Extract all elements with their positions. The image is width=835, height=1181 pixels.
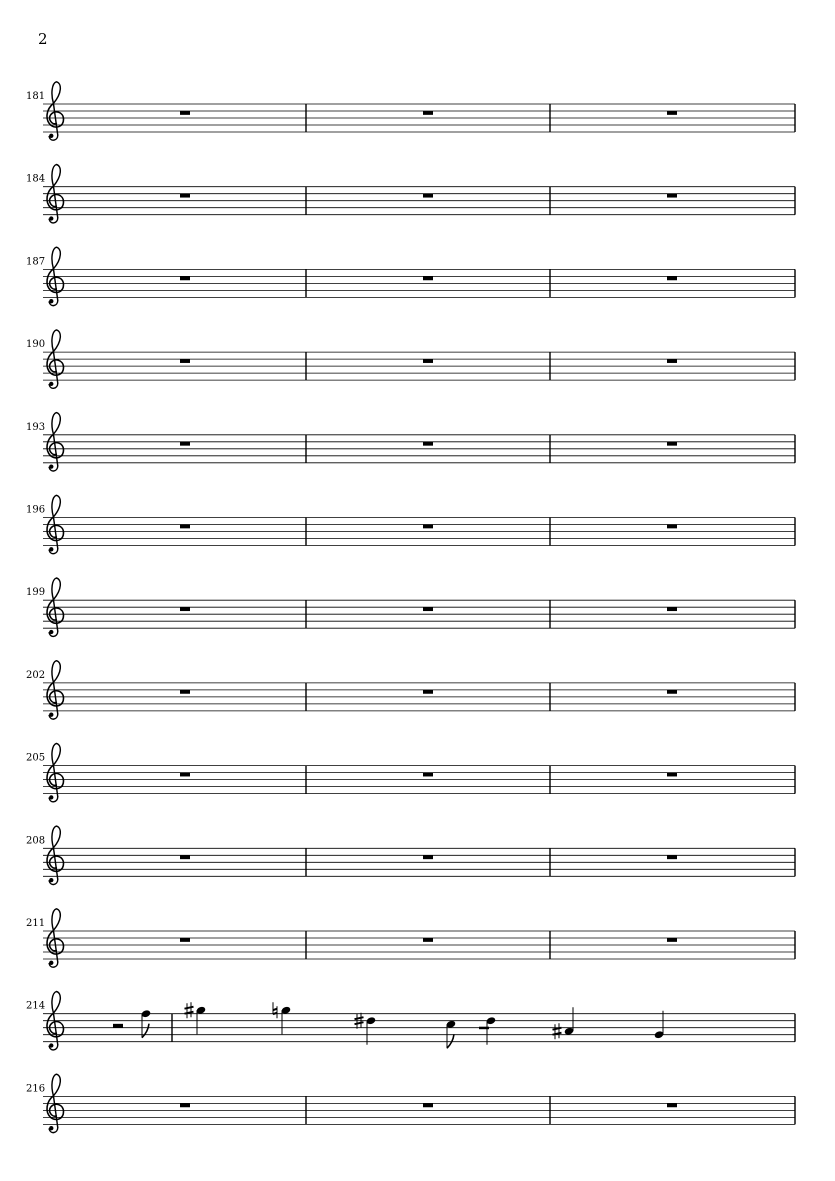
staff-system <box>26 413 795 471</box>
note <box>654 1011 664 1040</box>
staff-system <box>26 743 795 801</box>
measure-number: 211 <box>26 918 46 929</box>
whole-rest <box>423 525 433 529</box>
whole-rest <box>667 938 677 942</box>
whole-rest <box>180 194 190 198</box>
note <box>355 1013 377 1045</box>
whole-rest <box>180 276 190 280</box>
measure-number: 181 <box>26 91 46 102</box>
staff-system <box>26 165 795 223</box>
whole-rest <box>667 442 677 446</box>
flag <box>447 1034 454 1048</box>
staff-system <box>26 578 795 636</box>
flag <box>142 1024 149 1038</box>
staff-system <box>26 1074 795 1132</box>
staff-system <box>26 661 795 719</box>
measure-number: 196 <box>26 504 46 516</box>
whole-rest <box>423 690 433 694</box>
natural-icon <box>273 1002 277 1018</box>
whole-rest <box>180 442 190 446</box>
measure-number: 193 <box>26 421 46 433</box>
whole-rest <box>423 855 433 859</box>
whole-rest <box>180 773 190 777</box>
whole-rest <box>667 690 677 694</box>
whole-rest <box>423 111 433 115</box>
staff-system <box>26 495 795 553</box>
measure-number: 202 <box>26 669 46 681</box>
whole-rest <box>667 276 677 280</box>
whole-rest <box>667 607 677 611</box>
whole-rest <box>667 525 677 529</box>
whole-rest <box>423 194 433 198</box>
staff-system <box>26 82 795 140</box>
whole-rest <box>180 525 190 529</box>
whole-rest <box>423 607 433 611</box>
note <box>273 1002 291 1034</box>
page-number: 2 <box>38 30 48 48</box>
whole-rest <box>180 855 190 859</box>
whole-rest <box>180 607 190 611</box>
whole-rest <box>180 1103 190 1107</box>
whole-rest <box>423 1103 433 1107</box>
staff-system <box>26 330 795 388</box>
staff-system <box>26 991 795 1049</box>
whole-rest <box>423 359 433 363</box>
note <box>446 1020 456 1049</box>
sharp-icon <box>553 1023 562 1039</box>
whole-rest <box>180 359 190 363</box>
whole-rest <box>423 938 433 942</box>
whole-rest <box>667 359 677 363</box>
whole-rest <box>180 111 190 115</box>
measure-number: 190 <box>26 339 46 351</box>
staff-system <box>26 826 795 884</box>
whole-rest <box>667 194 677 198</box>
whole-rest <box>423 773 433 777</box>
measure-number: 184 <box>26 173 46 185</box>
note <box>141 1009 151 1038</box>
whole-rest <box>423 276 433 280</box>
measure-number: 214 <box>26 1000 46 1012</box>
note <box>486 1016 496 1045</box>
whole-rest <box>667 111 677 115</box>
half-rest <box>113 1024 123 1028</box>
measure-number: 187 <box>26 256 46 268</box>
measure-number: 205 <box>26 752 46 764</box>
whole-rest <box>180 690 190 694</box>
measure-number: 199 <box>26 587 46 599</box>
staff-system <box>26 247 795 305</box>
whole-rest <box>180 938 190 942</box>
staff-system <box>26 909 795 967</box>
sharp-icon <box>185 1002 194 1018</box>
whole-rest <box>667 855 677 859</box>
whole-rest <box>667 1103 677 1107</box>
note <box>185 1002 207 1034</box>
whole-rest <box>667 773 677 777</box>
measure-number: 216 <box>26 1083 46 1095</box>
whole-rest <box>423 442 433 446</box>
measure-number: 208 <box>26 835 46 847</box>
